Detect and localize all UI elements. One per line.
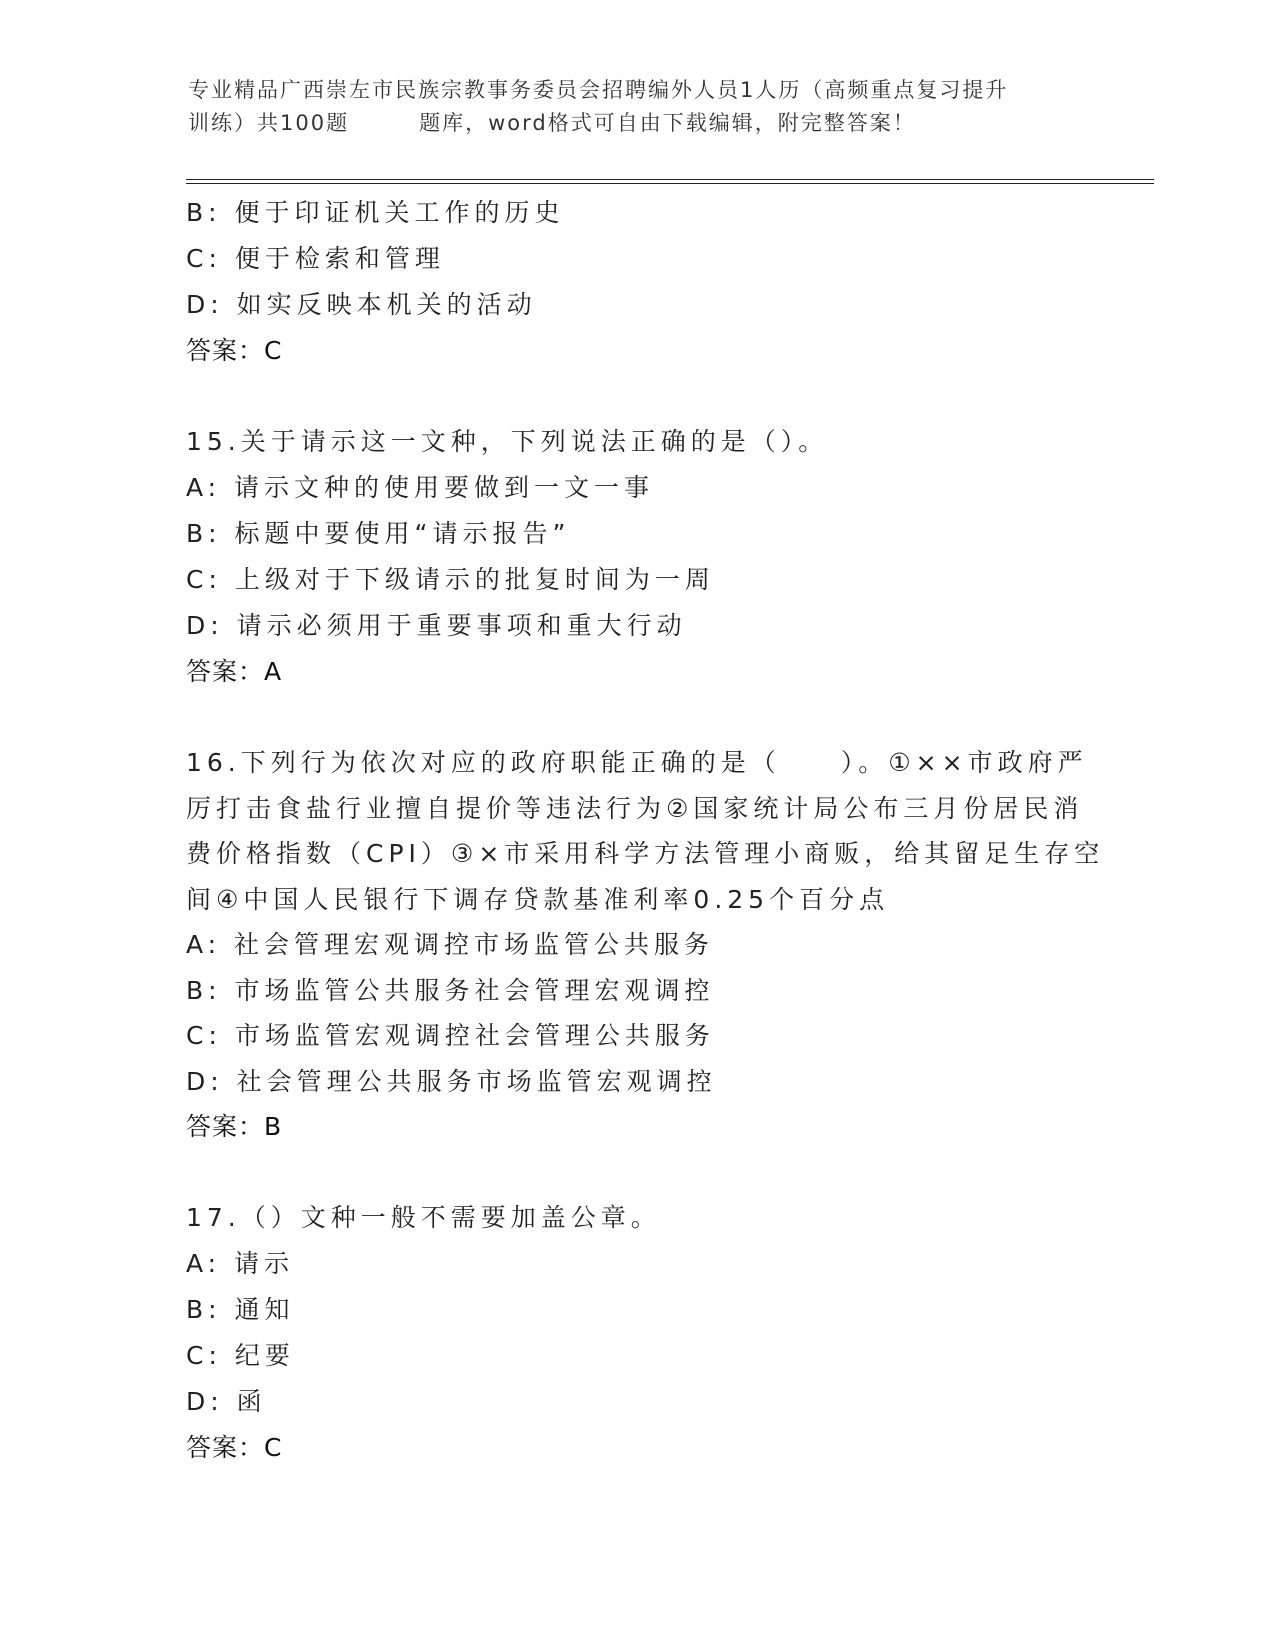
q17-option-a: A: 请示 [186, 1248, 295, 1278]
document-header [188, 74, 1088, 140]
q16-answer: 答案：B [186, 1112, 283, 1141]
q14-option-c: C: 便于检索和管理 [186, 244, 445, 273]
q16-option-c: C: 市场监管宏观调控社会管理公共服务 [186, 1021, 715, 1050]
q16-option-a: A: 社会管理宏观调控市场监管公共服务 [186, 930, 715, 959]
question-15-block [186, 419, 1086, 695]
question-14-block [186, 190, 1086, 374]
q17-option-c: C: 纪要 [186, 1340, 295, 1370]
header-title-line-2 [188, 107, 1088, 140]
question-16-block [186, 740, 1105, 1150]
q14-answer: 答案：C [186, 336, 283, 365]
q15-question: 15.关于请示这一文种，下列说法正确的是（）。 [186, 427, 829, 456]
header-title-line-1: 专业精品广西崇左市民族宗教事务委员会招聘编外人员1人历（高频重点复习提升 [188, 78, 1009, 102]
q14-option-d: D: 如实反映本机关的活动 [186, 290, 537, 319]
question-17-block [186, 1195, 1086, 1471]
q16-option-b: B: 市场监管公共服务社会管理宏观调控 [186, 975, 715, 1005]
q17-option-b: B: 通知 [186, 1294, 295, 1324]
q16-question-line-2: 厉打击食盐行业擅自提价等违法行为②国家统计局公布三月份居民消 [186, 793, 1084, 823]
header-rule-bottom [186, 183, 1154, 184]
q16-question-line-1: 16.下列行为依次对应的政府职能正确的是（ ）。①××市政府严 [186, 748, 1088, 777]
q17-option-d: D: 函 [186, 1386, 267, 1416]
question-content [186, 190, 1105, 1471]
header-rule-top [186, 179, 1154, 180]
q16-question-line-4: 间④中国人民银行下调存贷款基准利率0.25个百分点 [186, 884, 890, 914]
q15-option-b: B: 标题中要使用“请示报告” [186, 519, 571, 548]
q16-question-line-3: 费价格指数（CPI）③×市采用科学方法管理小商贩，给其留足生存空 [186, 839, 1105, 868]
header-title-part-b: 题库，word格式可自由下载编辑，附完整答案！ [419, 111, 916, 135]
q16-option-d: D: 社会管理公共服务市场监管宏观调控 [186, 1066, 717, 1096]
q17-question: 17.（）文种一般不需要加盖公章。 [186, 1202, 661, 1232]
q15-option-c: C: 上级对于下级请示的批复时间为一周 [186, 565, 715, 594]
q15-answer: 答案：A [186, 657, 283, 686]
q14-option-b: B: 便于印证机关工作的历史 [186, 198, 565, 227]
q15-option-d: D: 请示必须用于重要事项和重大行动 [186, 611, 687, 640]
q15-option-a: A: 请示文种的使用要做到一文一事 [186, 473, 655, 502]
q17-answer: 答案：C [186, 1432, 283, 1462]
header-title-part-a: 训练）共100题 [188, 111, 350, 135]
